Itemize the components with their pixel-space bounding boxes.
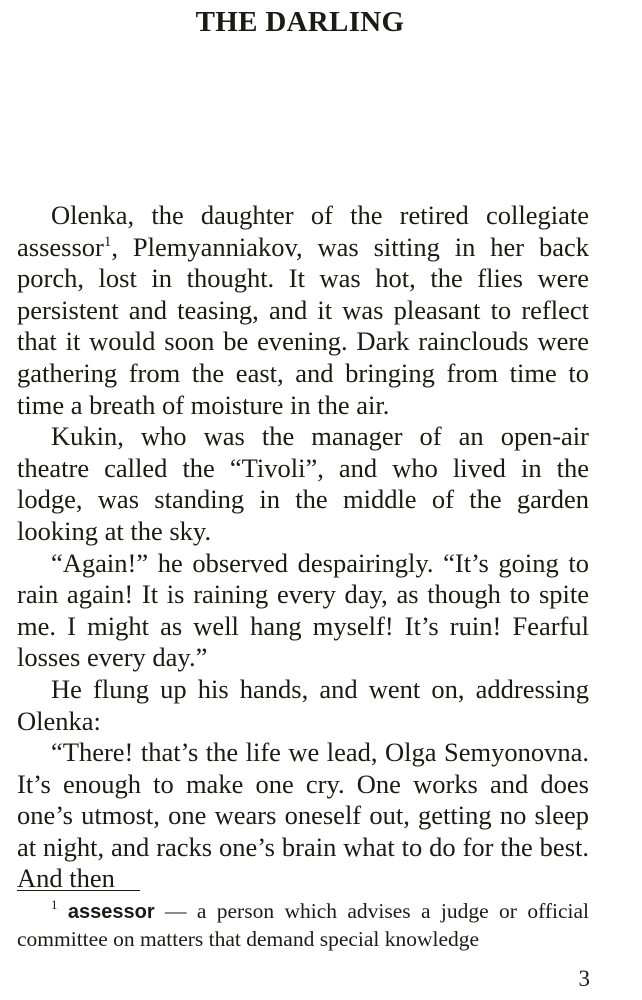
paragraph: “There! that’s the life we lead, Olga Semyonovna. It’s enough to make one cry. One works and does one’s utmost, one wears oneself out, getting no sleep at night, and racks one’s brain what to do for the best. And then	[17, 737, 589, 894]
paragraph: He flung up his hands, and went on, addressing Olenka:	[17, 673, 589, 736]
footnote	[17, 898, 589, 953]
paragraph: “Again!” he observed despairingly. “It’s going to rain again! It is raining every day, as though to spite me. I might as well hang myself! It’s ruin! Fearful losses every day.”	[17, 547, 589, 673]
paragraph-text: , Plemyanniakov, was sitting in her back porch, lost in thought. It was hot, the flies were persistent and teasing, and it was pleasant to reflect that it would soon be evening. Dark rainclouds were gathering from the east, and bringing from time to time a breath of moisture in the air.	[17, 231, 589, 420]
body-text	[17, 200, 589, 895]
footnote-divider	[17, 890, 140, 891]
paragraph	[17, 200, 589, 421]
paragraph-text: Olenka, the daughter of the retired collegiate assessor	[17, 200, 589, 262]
chapter-title: THE DARLING	[195, 6, 405, 38]
page-number: 3	[578, 966, 590, 991]
footnote-definition: — a person which advises a judge or official committee on matters that demand special knowledge	[17, 899, 590, 951]
footnote-number: 1	[51, 897, 58, 912]
footnote-term: assessor	[67, 901, 155, 923]
footnote-reference: 1	[103, 233, 112, 250]
paragraph: Kukin, who was the manager of an open-air theatre called the “Tivoli”, and who lived in the lodge, was standing in the middle of the garden looking at the sky.	[17, 421, 589, 546]
